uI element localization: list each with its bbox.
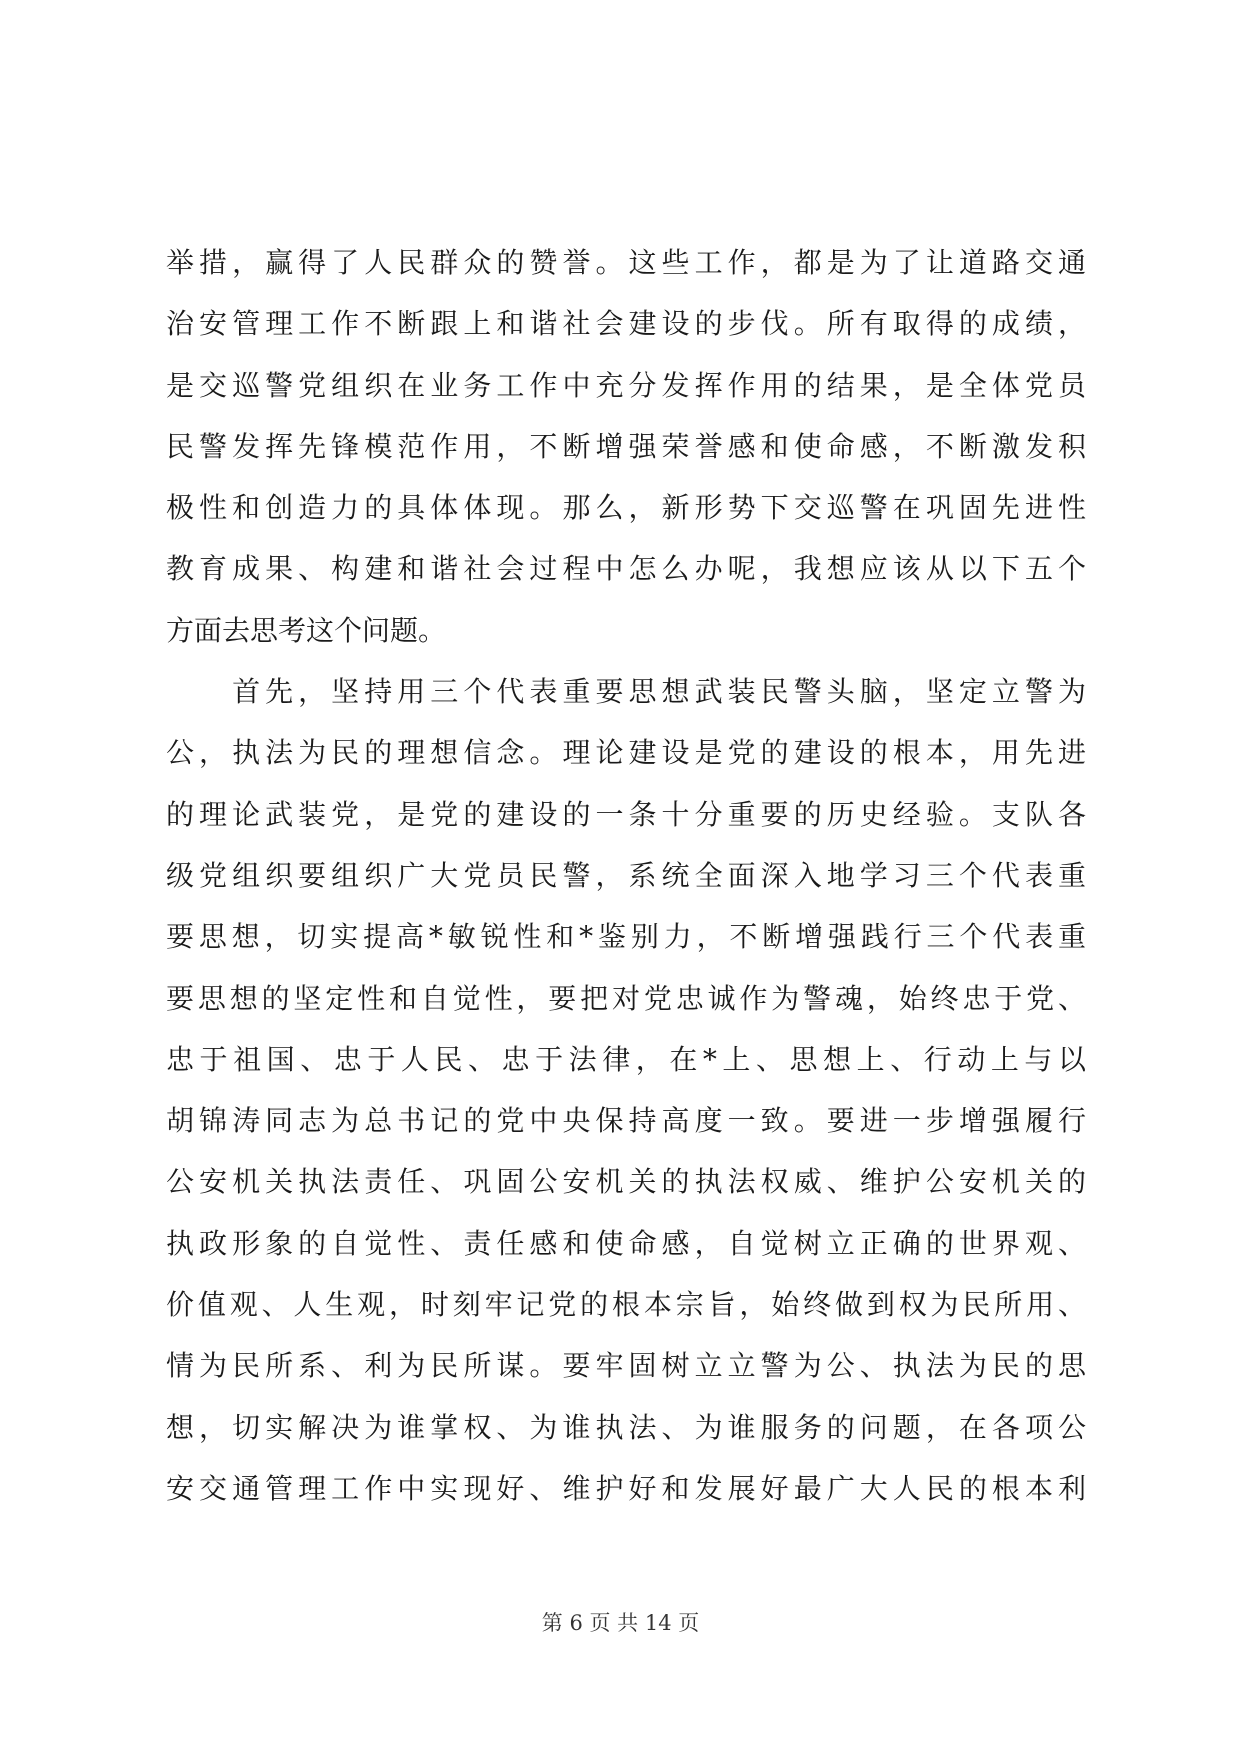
text-line: 情为民所系、利为民所谋。要牢固树立立警为公、执法为民的思 bbox=[166, 1349, 1086, 1383]
text-line: 民警发挥先锋模范作用，不断增强荣誉感和使命感，不断激发积 bbox=[166, 429, 1086, 463]
text-line: 的理论武装党，是党的建设的一条十分重要的历史经验。支队各 bbox=[166, 797, 1086, 831]
page-number-footer: 第 6 页 共 14 页 bbox=[541, 1611, 700, 1635]
text-line: 治安管理工作不断跟上和谐社会建设的步伐。所有取得的成绩， bbox=[166, 307, 1086, 341]
text-line: 极性和创造力的具体体现。那么，新形势下交巡警在巩固先进性 bbox=[166, 491, 1086, 525]
text-line: 胡锦涛同志为总书记的党中央保持高度一致。要进一步增强履行 bbox=[166, 1104, 1086, 1138]
text-line: 首先，坚持用三个代表重要思想武装民警头脑，坚定立警为 bbox=[166, 675, 1086, 709]
text-line: 方面去思考这个问题。 bbox=[166, 613, 447, 647]
document-body bbox=[166, 232, 1086, 1519]
text-line: 要思想，切实提高*敏锐性和*鉴别力，不断增强践行三个代表重 bbox=[166, 920, 1086, 954]
text-line: 想，切实解决为谁掌权、为谁执法、为谁服务的问题，在各项公 bbox=[166, 1410, 1086, 1444]
text-line: 要思想的坚定性和自觉性，要把对党忠诚作为警魂，始终忠于党、 bbox=[166, 981, 1086, 1015]
text-line: 教育成果、构建和谐社会过程中怎么办呢，我想应该从以下五个 bbox=[166, 552, 1086, 586]
text-line: 忠于祖国、忠于人民、忠于法律，在*上、思想上、行动上与以 bbox=[166, 1042, 1086, 1076]
text-line: 举措，赢得了人民群众的赞誉。这些工作，都是为了让道路交通 bbox=[166, 246, 1086, 279]
text-line: 公安机关执法责任、巩固公安机关的执法权威、维护公安机关的 bbox=[166, 1165, 1086, 1199]
text-line: 执政形象的自觉性、责任感和使命感，自觉树立正确的世界观、 bbox=[166, 1226, 1086, 1260]
text-line: 级党组织要组织广大党员民警，系统全面深入地学习三个代表重 bbox=[166, 858, 1086, 892]
text-line: 是交巡警党组织在业务工作中充分发挥作用的结果，是全体党员 bbox=[166, 368, 1086, 402]
text-line: 安交通管理工作中实现好、维护好和发展好最广大人民的根本利 bbox=[166, 1471, 1086, 1505]
text-line: 公，执法为民的理想信念。理论建设是党的建设的根本，用先进 bbox=[166, 736, 1086, 770]
text-line: 价值观、人生观，时刻牢记党的根本宗旨，始终做到权为民所用、 bbox=[166, 1288, 1086, 1322]
